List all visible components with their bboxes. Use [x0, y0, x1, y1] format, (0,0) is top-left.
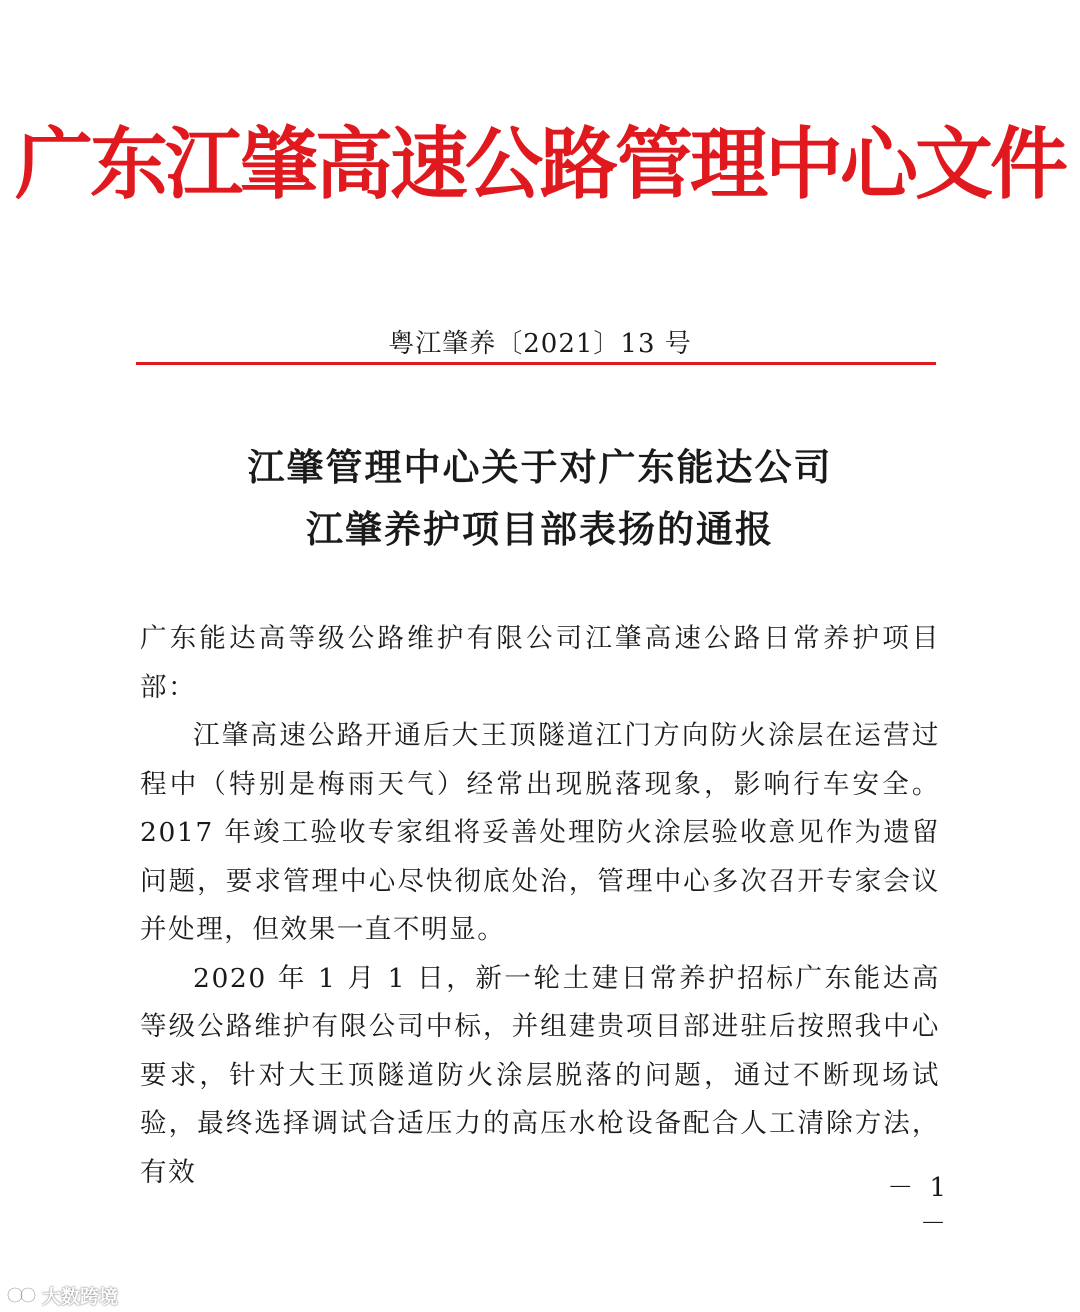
document-body	[140, 615, 940, 1197]
title-line-2: 江肇养护项目部表扬的通报	[306, 507, 774, 551]
page-number: － 1 －	[887, 1173, 950, 1239]
document-number: 粤江肇养〔2021〕13 号	[388, 329, 692, 359]
body-paragraph: 2020 年 1 月 1 日，新一轮土建日常养护招标广东能达高等级公路维护有限公司中标，并组建贵项目部进驻后按照我中心要求，针对大王顶隧道防火涂层脱落的问题，通过不断现场试验，最终选择调试合适压力的高压水枪设备配合人工清除方法，有效	[140, 962, 940, 1188]
issuing-authority-header: 广东江肇高速公路管理中心文件	[14, 120, 1065, 210]
salutation: 广东能达高等级公路维护有限公司江肇高速公路日常养护项目部：	[140, 623, 940, 703]
body-paragraph: 江肇高速公路开通后大王顶隧道江门方向防火涂层在运营过程中（特别是梅雨天气）经常出现脱落现象，影响行车安全。2017 年竣工验收专家组将妥善处理防火涂层验收意见作为遗留问题，要求管理中心尽快彻底处治，管理中心多次召开专家会议并处理，但效果一直不明显。	[140, 720, 940, 945]
brand-logo-icon	[6, 1284, 38, 1306]
title-line-1: 江肇管理中心关于对广东能达公司	[247, 445, 833, 489]
document-title	[0, 436, 1080, 560]
red-divider-line	[136, 362, 936, 365]
watermark-text: 大数跨境	[42, 1285, 119, 1308]
source-watermark	[6, 1282, 118, 1308]
